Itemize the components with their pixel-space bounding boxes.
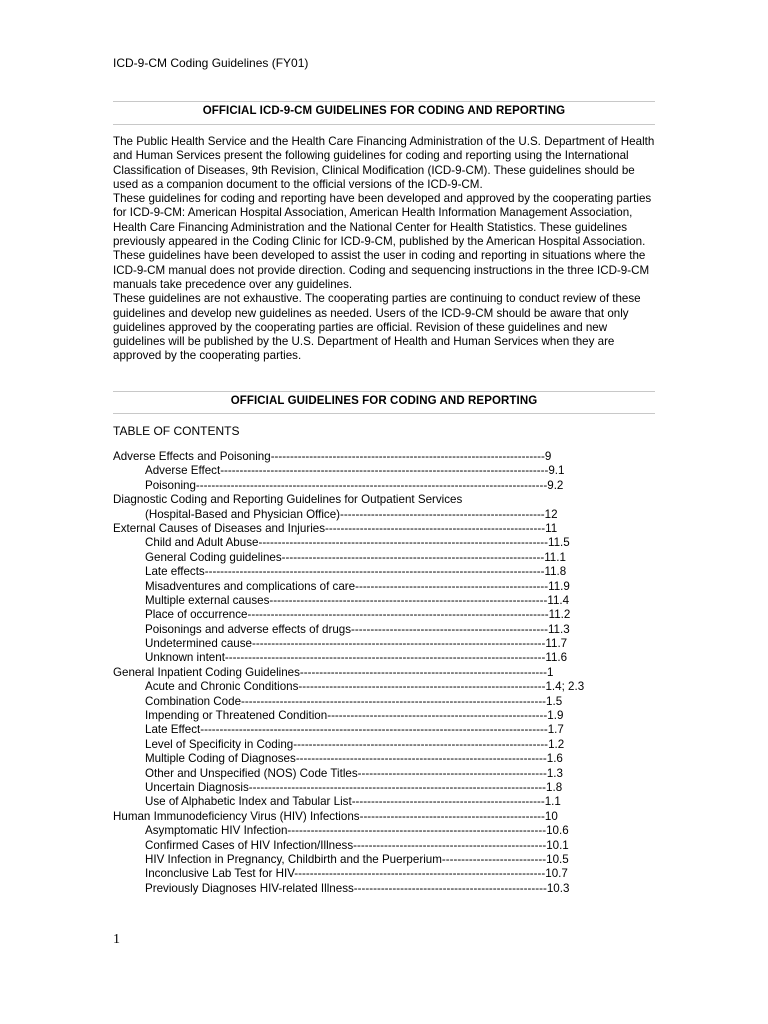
toc-entry-page: 10 xyxy=(544,809,558,823)
toc-entry-label: Previously Diagnoses HIV-related Illness xyxy=(145,881,354,895)
toc-entry-page: 1.2 xyxy=(548,737,565,751)
toc-entry-page: 1.8 xyxy=(546,780,563,794)
toc-entry xyxy=(113,551,713,565)
toc-leader-dots: ----------------------------------------------------------------------------- xyxy=(248,780,547,794)
toc-entry xyxy=(113,824,713,838)
toc-entry-page: 9.1 xyxy=(548,464,565,478)
toc-leader-dots: --------------------------- xyxy=(441,852,547,866)
toc-entry-page: 1.5 xyxy=(546,694,563,708)
section-title: OFFICIAL GUIDELINES FOR CODING AND REPORTING xyxy=(230,395,538,407)
toc-leader-dots: ------------------------------------------------------------------------------------- xyxy=(220,464,549,478)
toc-leader-dots: ----------------------------------------------------- xyxy=(340,507,545,521)
toc-entry xyxy=(113,580,713,594)
toc-leader-dots: --------------------------------------------------------------------------- xyxy=(258,536,549,550)
toc-leader-dots: -------------------------------------------------------------------- xyxy=(281,550,545,564)
toc-entry-label: Human Immunodeficiency Virus (HIV) Infections xyxy=(113,809,360,823)
toc-entry-label: Confirmed Cases of HIV Infection/Illness xyxy=(145,838,354,852)
toc-entry-label: General Inpatient Coding Guidelines xyxy=(113,665,300,679)
toc-entry-page: 11 xyxy=(545,521,558,535)
toc-entry-label: Inconclusive Lab Test for HIV xyxy=(145,867,295,881)
toc-entry-label: (Hospital-Based and Physician Office) xyxy=(145,507,341,521)
toc-entry xyxy=(113,479,713,493)
toc-entry-page: 1 xyxy=(547,665,554,679)
toc-leader-dots: ---------------------------------------------------------------------------------------- xyxy=(204,565,545,579)
toc-entry-page: 9.2 xyxy=(547,478,564,492)
toc-entry-page: 11.3 xyxy=(547,622,570,636)
toc-entry-label: HIV Infection in Pregnancy, Childbirth and the Puerperium xyxy=(145,852,442,866)
toc-entry xyxy=(113,536,713,550)
toc-leader-dots: ------------------------------------------------------------------------------- xyxy=(241,694,547,708)
toc-entry-label: Diagnostic Coding and Reporting Guidelines for Outpatient Services xyxy=(113,493,463,507)
toc-entry-label: Use of Alphabetic Index and Tabular List xyxy=(145,795,352,809)
toc-entry-label: Adverse Effect xyxy=(145,464,221,478)
toc-entry-label: Unknown intent xyxy=(145,651,225,665)
toc-entry xyxy=(113,752,713,766)
toc-entry-page: 12 xyxy=(544,507,558,521)
toc-entry xyxy=(113,709,713,723)
toc-leader-dots: ---------------------------------------------------------------- xyxy=(299,665,548,679)
toc-entry-label: Other and Unspecified (NOS) Code Titles xyxy=(145,766,358,780)
toc-leader-dots: ----------------------------------------------------------------- xyxy=(295,752,547,766)
toc-leader-dots: --------------------------------------------------------- xyxy=(327,709,548,723)
toc-entry xyxy=(113,695,713,709)
toc-entry xyxy=(113,493,713,507)
toc-entry-page: 11.8 xyxy=(544,565,567,579)
toc-leader-dots: -------------------------------------------------- xyxy=(351,795,545,809)
toc-entry xyxy=(113,882,713,896)
section-top-rule xyxy=(113,391,655,392)
toc-entry xyxy=(113,637,713,651)
intro-paragraph: These guidelines are not exhaustive. The cooperating parties are continuing to conduct review of these guidelines and develop new guidelines as needed. Users of the ICD-9-CM should be aware that only guidelines approved by the cooperating parties are official. Revision of these guidelines and new guidelines will be published by the U.S. Department of Health and Human Services when they are approved by the cooperating parties. xyxy=(113,292,641,363)
toc-entry-label: Level of Specificity in Coding xyxy=(145,737,294,751)
toc-entry xyxy=(113,738,713,752)
toc-leader-dots: -------------------------------------------------- xyxy=(353,881,547,895)
toc-entry-page: 10.6 xyxy=(546,824,569,838)
toc-leader-dots: ---------------------------------------------------------------------------- xyxy=(251,637,546,651)
toc-entry xyxy=(113,508,713,522)
toc-leader-dots: --------------------------------------------------------- xyxy=(325,521,546,535)
toc-entry xyxy=(113,781,713,795)
toc-entry-label: Uncertain Diagnosis xyxy=(145,780,249,794)
toc-leader-dots: ------------------------------------------------------------------------------ xyxy=(247,608,549,622)
section-bottom-rule xyxy=(113,413,655,414)
toc-entry xyxy=(113,867,713,881)
toc-entry-label: Place of occurrence xyxy=(145,608,248,622)
toc-entry xyxy=(113,767,713,781)
toc-entry-page: 11.4 xyxy=(547,593,570,607)
toc-entry-page: 1.9 xyxy=(547,709,564,723)
toc-entry-label: Combination Code xyxy=(145,694,242,708)
toc-entry-page: 9 xyxy=(544,450,552,463)
toc-entry xyxy=(113,608,713,622)
toc-entry xyxy=(113,651,713,665)
toc-entry-label: Late Effect xyxy=(145,723,201,737)
document-title: OFFICIAL ICD-9-CM GUIDELINES FOR CODING AND REPORTING xyxy=(202,105,566,117)
toc-entry-page: 1.1 xyxy=(544,795,561,809)
toc-entry-label: General Coding guidelines xyxy=(145,550,282,564)
toc-entry xyxy=(113,723,713,737)
table-of-contents xyxy=(113,450,713,896)
toc-entry-page: 11.1 xyxy=(544,550,566,564)
toc-entry-label: Impending or Threatened Condition xyxy=(145,709,328,723)
toc-entry-label: Asymptomatic HIV Infection xyxy=(145,824,288,838)
toc-entry-label: External Causes of Diseases and Injuries xyxy=(113,521,326,535)
toc-entry xyxy=(113,450,713,464)
toc-entry xyxy=(113,853,713,867)
toc-entry-label: Late effects xyxy=(145,565,205,579)
toc-leader-dots: --------------------------------------------------- xyxy=(351,622,548,636)
toc-leader-dots: ----------------------------------------------------------------------- xyxy=(270,450,545,463)
toc-entry xyxy=(113,522,713,536)
intro-text xyxy=(113,135,655,364)
page-number: 1 xyxy=(113,932,120,947)
toc-entry-page: 11.7 xyxy=(545,637,568,651)
toc-leader-dots: ------------------------------------------------------------------- xyxy=(287,824,547,838)
toc-title: TABLE OF CONTENTS xyxy=(113,424,240,438)
toc-entry-label: Multiple Coding of Diagnoses xyxy=(145,752,296,766)
title-top-rule xyxy=(113,101,655,102)
toc-entry xyxy=(113,464,713,478)
toc-entry xyxy=(113,680,713,694)
toc-entry-page: 10.5 xyxy=(546,852,569,866)
toc-entry-page: 10.7 xyxy=(545,867,568,881)
toc-entry xyxy=(113,565,713,579)
toc-entry xyxy=(113,666,713,680)
toc-entry-label: Child and Adult Abuse xyxy=(145,536,259,550)
toc-entry-page: 1.3 xyxy=(546,766,563,780)
toc-entry-label: Acute and Chronic Conditions xyxy=(145,680,299,694)
toc-leader-dots: ------------------------------------------------ xyxy=(359,809,545,823)
toc-leader-dots: ----------------------------------------------------------------------------------- xyxy=(224,651,546,665)
toc-leader-dots: ------------------------------------------------------------------------------------------- xyxy=(195,478,548,492)
toc-leader-dots: ------------------------------------------------------------------ xyxy=(293,737,549,751)
toc-entry xyxy=(113,795,713,809)
toc-leader-dots: -------------------------------------------------- xyxy=(353,838,547,852)
intro-paragraph: The Public Health Service and the Health Care Financing Administration of the U.S. Department of Health and Human Services present the following guidelines for coding and reporting using the International Classification of Diseases, 9th Revision, Clinical Modification (ICD-9-CM). These guidelines should be used as a companion document to the official versions of the ICD-9-CM. xyxy=(113,135,655,191)
intro-paragraph: These guidelines for coding and reporting have been developed and approved by the cooperating parties for ICD-9-CM: American Hospital Association, American Health Information Management Association, Health Care Financing Administration and the National Center for Health Statistics. These guidelines previously appeared in the Coding Clinic for ICD-9-CM, published by the American Hospital Association. xyxy=(113,192,652,249)
toc-leader-dots: ------------------------------------------------------------------------------------------ xyxy=(200,723,548,737)
intro-paragraph: These guidelines have been developed to assist the user in coding and reporting in situations where the ICD-9-CM manual does not provide direction. Coding and sequencing instructions in the three ICD-9-CM manuals take precedence over any guidelines. xyxy=(113,249,650,291)
toc-leader-dots: -------------------------------------------------- xyxy=(355,579,549,593)
toc-entry-label: Adverse Effects and Poisoning xyxy=(113,450,271,463)
toc-entry xyxy=(113,810,713,824)
toc-entry-page: 1.7 xyxy=(547,723,564,737)
toc-entry-label: Undetermined cause xyxy=(145,637,252,651)
toc-entry-page: 1.6 xyxy=(546,752,563,766)
toc-entry-page: 11.2 xyxy=(548,608,571,622)
toc-leader-dots: ------------------------------------------------------------------------ xyxy=(269,593,548,607)
toc-entry xyxy=(113,623,713,637)
running-header: ICD-9-CM Coding Guidelines (FY01) xyxy=(113,56,309,70)
toc-leader-dots: ---------------------------------------------------------------- xyxy=(298,680,546,694)
toc-leader-dots: ------------------------------------------------- xyxy=(357,766,547,780)
toc-entry-label: Multiple external causes xyxy=(145,593,270,607)
toc-entry-label: Poisoning xyxy=(145,478,196,492)
toc-entry-page: 11.6 xyxy=(545,651,568,665)
toc-entry-page: 10.3 xyxy=(546,881,570,895)
title-bottom-rule xyxy=(113,124,655,125)
toc-entry xyxy=(113,594,713,608)
toc-leader-dots: ----------------------------------------------------------------- xyxy=(294,867,546,881)
toc-entry-page: 10.1 xyxy=(546,838,569,852)
toc-entry-page: 11.9 xyxy=(548,579,570,593)
toc-entry-page: 11.5 xyxy=(548,536,570,550)
toc-entry-page: 1.4; 2.3 xyxy=(545,680,585,694)
toc-entry xyxy=(113,839,713,853)
toc-entry-label: Poisonings and adverse effects of drugs xyxy=(145,622,352,636)
toc-entry-label: Misadventures and complications of care xyxy=(145,579,356,593)
